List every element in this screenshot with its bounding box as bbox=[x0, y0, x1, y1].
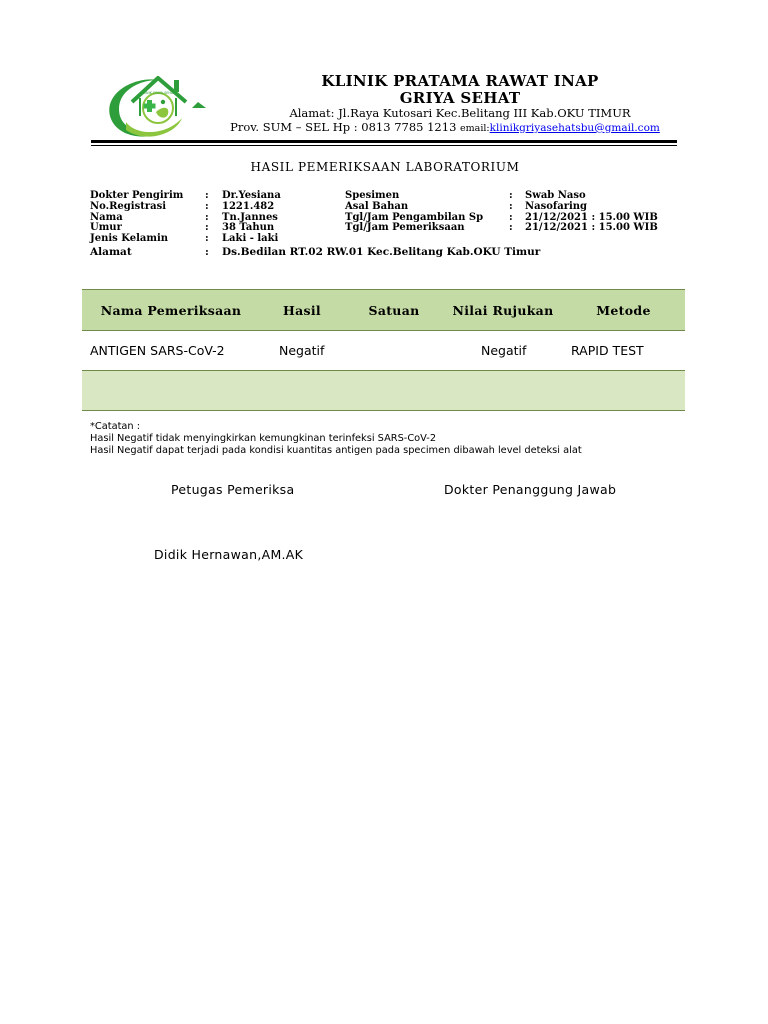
cell-metode: RAPID TEST bbox=[571, 343, 644, 358]
table-row bbox=[82, 331, 685, 371]
header-divider-thin bbox=[91, 145, 677, 146]
colon: : bbox=[205, 246, 209, 258]
clinic-contact bbox=[200, 120, 690, 134]
colon: : bbox=[509, 190, 513, 201]
email-link[interactable]: klinikgriyasehatsbu@gmail.com bbox=[489, 122, 660, 134]
label-nama: Nama bbox=[90, 212, 123, 223]
value-dokter-pengirim: Dr.Yesiana bbox=[222, 190, 281, 201]
header-nilai-rujukan: Nilai Rujukan bbox=[452, 302, 554, 318]
clinic-address: Alamat: Jl.Raya Kutosari Kec.Belitang III Kab.OKU TIMUR bbox=[289, 106, 631, 120]
notes-title: *Catatan : bbox=[90, 421, 141, 432]
value-asal-bahan: Nasofaring bbox=[525, 201, 588, 212]
email-label: email: bbox=[460, 123, 490, 134]
header-hasil: Hasil bbox=[283, 302, 321, 318]
table-header-row bbox=[82, 289, 685, 331]
value-tgl-pemeriksaan: 21/12/2021 : 15.00 WIB bbox=[525, 222, 658, 233]
header-satuan: Satuan bbox=[368, 302, 420, 318]
colon: : bbox=[509, 201, 513, 212]
value-nama: Tn.Jannes bbox=[222, 212, 278, 223]
clinic-logo bbox=[96, 72, 208, 144]
label-tgl-pemeriksaan: Tgl/Jam Pemeriksaan bbox=[345, 222, 465, 233]
value-tgl-pengambilan: 21/12/2021 : 15.00 WIB bbox=[525, 212, 658, 223]
label-asal-bahan: Asal Bahan bbox=[345, 201, 409, 212]
colon: : bbox=[205, 212, 209, 223]
colon: : bbox=[205, 233, 209, 244]
contact-phone: Prov. SUM – SEL Hp : 0813 7785 1213 bbox=[230, 120, 461, 134]
colon: : bbox=[205, 190, 209, 201]
signature-doctor-title: Dokter Penanggung Jawab bbox=[444, 482, 617, 497]
header-divider-thick bbox=[91, 140, 677, 143]
signature-examiner-name: Didik Hernawan,AM.AK bbox=[154, 547, 304, 562]
header-metode: Metode bbox=[596, 302, 651, 318]
report-title: HASIL PEMERIKSAAN LABORATORIUM bbox=[250, 160, 520, 174]
label-dokter-pengirim: Dokter Pengirim bbox=[90, 190, 184, 201]
value-jenis-kelamin: Laki - laki bbox=[222, 233, 279, 244]
label-umur: Umur bbox=[90, 222, 122, 233]
value-spesimen: Swab Naso bbox=[525, 190, 586, 201]
label-no-registrasi: No.Registrasi bbox=[90, 201, 167, 212]
value-umur: 38 Tahun bbox=[222, 222, 275, 233]
cell-satuan bbox=[362, 331, 442, 370]
signature-examiner-title: Petugas Pemeriksa bbox=[171, 482, 295, 497]
note-line: Hasil Negatif dapat terjadi pada kondisi kuantitas antigen pada specimen dibawah level deteksi alat bbox=[90, 445, 582, 456]
clinic-name-line2: GRIYA SEHAT bbox=[399, 89, 521, 107]
value-no-registrasi: 1221.482 bbox=[222, 201, 275, 212]
cell-hasil: Negatif bbox=[279, 343, 325, 358]
label-tgl-pengambilan: Tgl/Jam Pengambilan Sp bbox=[345, 212, 484, 223]
logo-text: KLINIK GRIYA SEHAT bbox=[140, 91, 176, 95]
label-spesimen: Spesimen bbox=[345, 190, 400, 201]
colon: : bbox=[509, 212, 513, 223]
colon: : bbox=[205, 222, 209, 233]
results-table bbox=[82, 289, 685, 411]
note-line: Hasil Negatif tidak menyingkirkan kemungkinan terinfeksi SARS-CoV-2 bbox=[90, 433, 437, 444]
label-alamat: Alamat bbox=[90, 246, 132, 258]
colon: : bbox=[205, 201, 209, 212]
value-alamat: Ds.Bedilan RT.02 RW.01 Kec.Belitang Kab.OKU Timur bbox=[222, 246, 541, 258]
label-jenis-kelamin: Jenis Kelamin bbox=[90, 233, 169, 244]
colon: : bbox=[509, 222, 513, 233]
cell-nilai-rujukan: Negatif bbox=[481, 343, 527, 358]
table-empty-row bbox=[82, 371, 685, 411]
header-nama-pemeriksaan: Nama Pemeriksaan bbox=[100, 302, 242, 318]
cell-nama-pemeriksaan: ANTIGEN SARS-CoV-2 bbox=[90, 343, 225, 358]
clinic-name-line1: KLINIK PRATAMA RAWAT INAP bbox=[321, 72, 599, 90]
